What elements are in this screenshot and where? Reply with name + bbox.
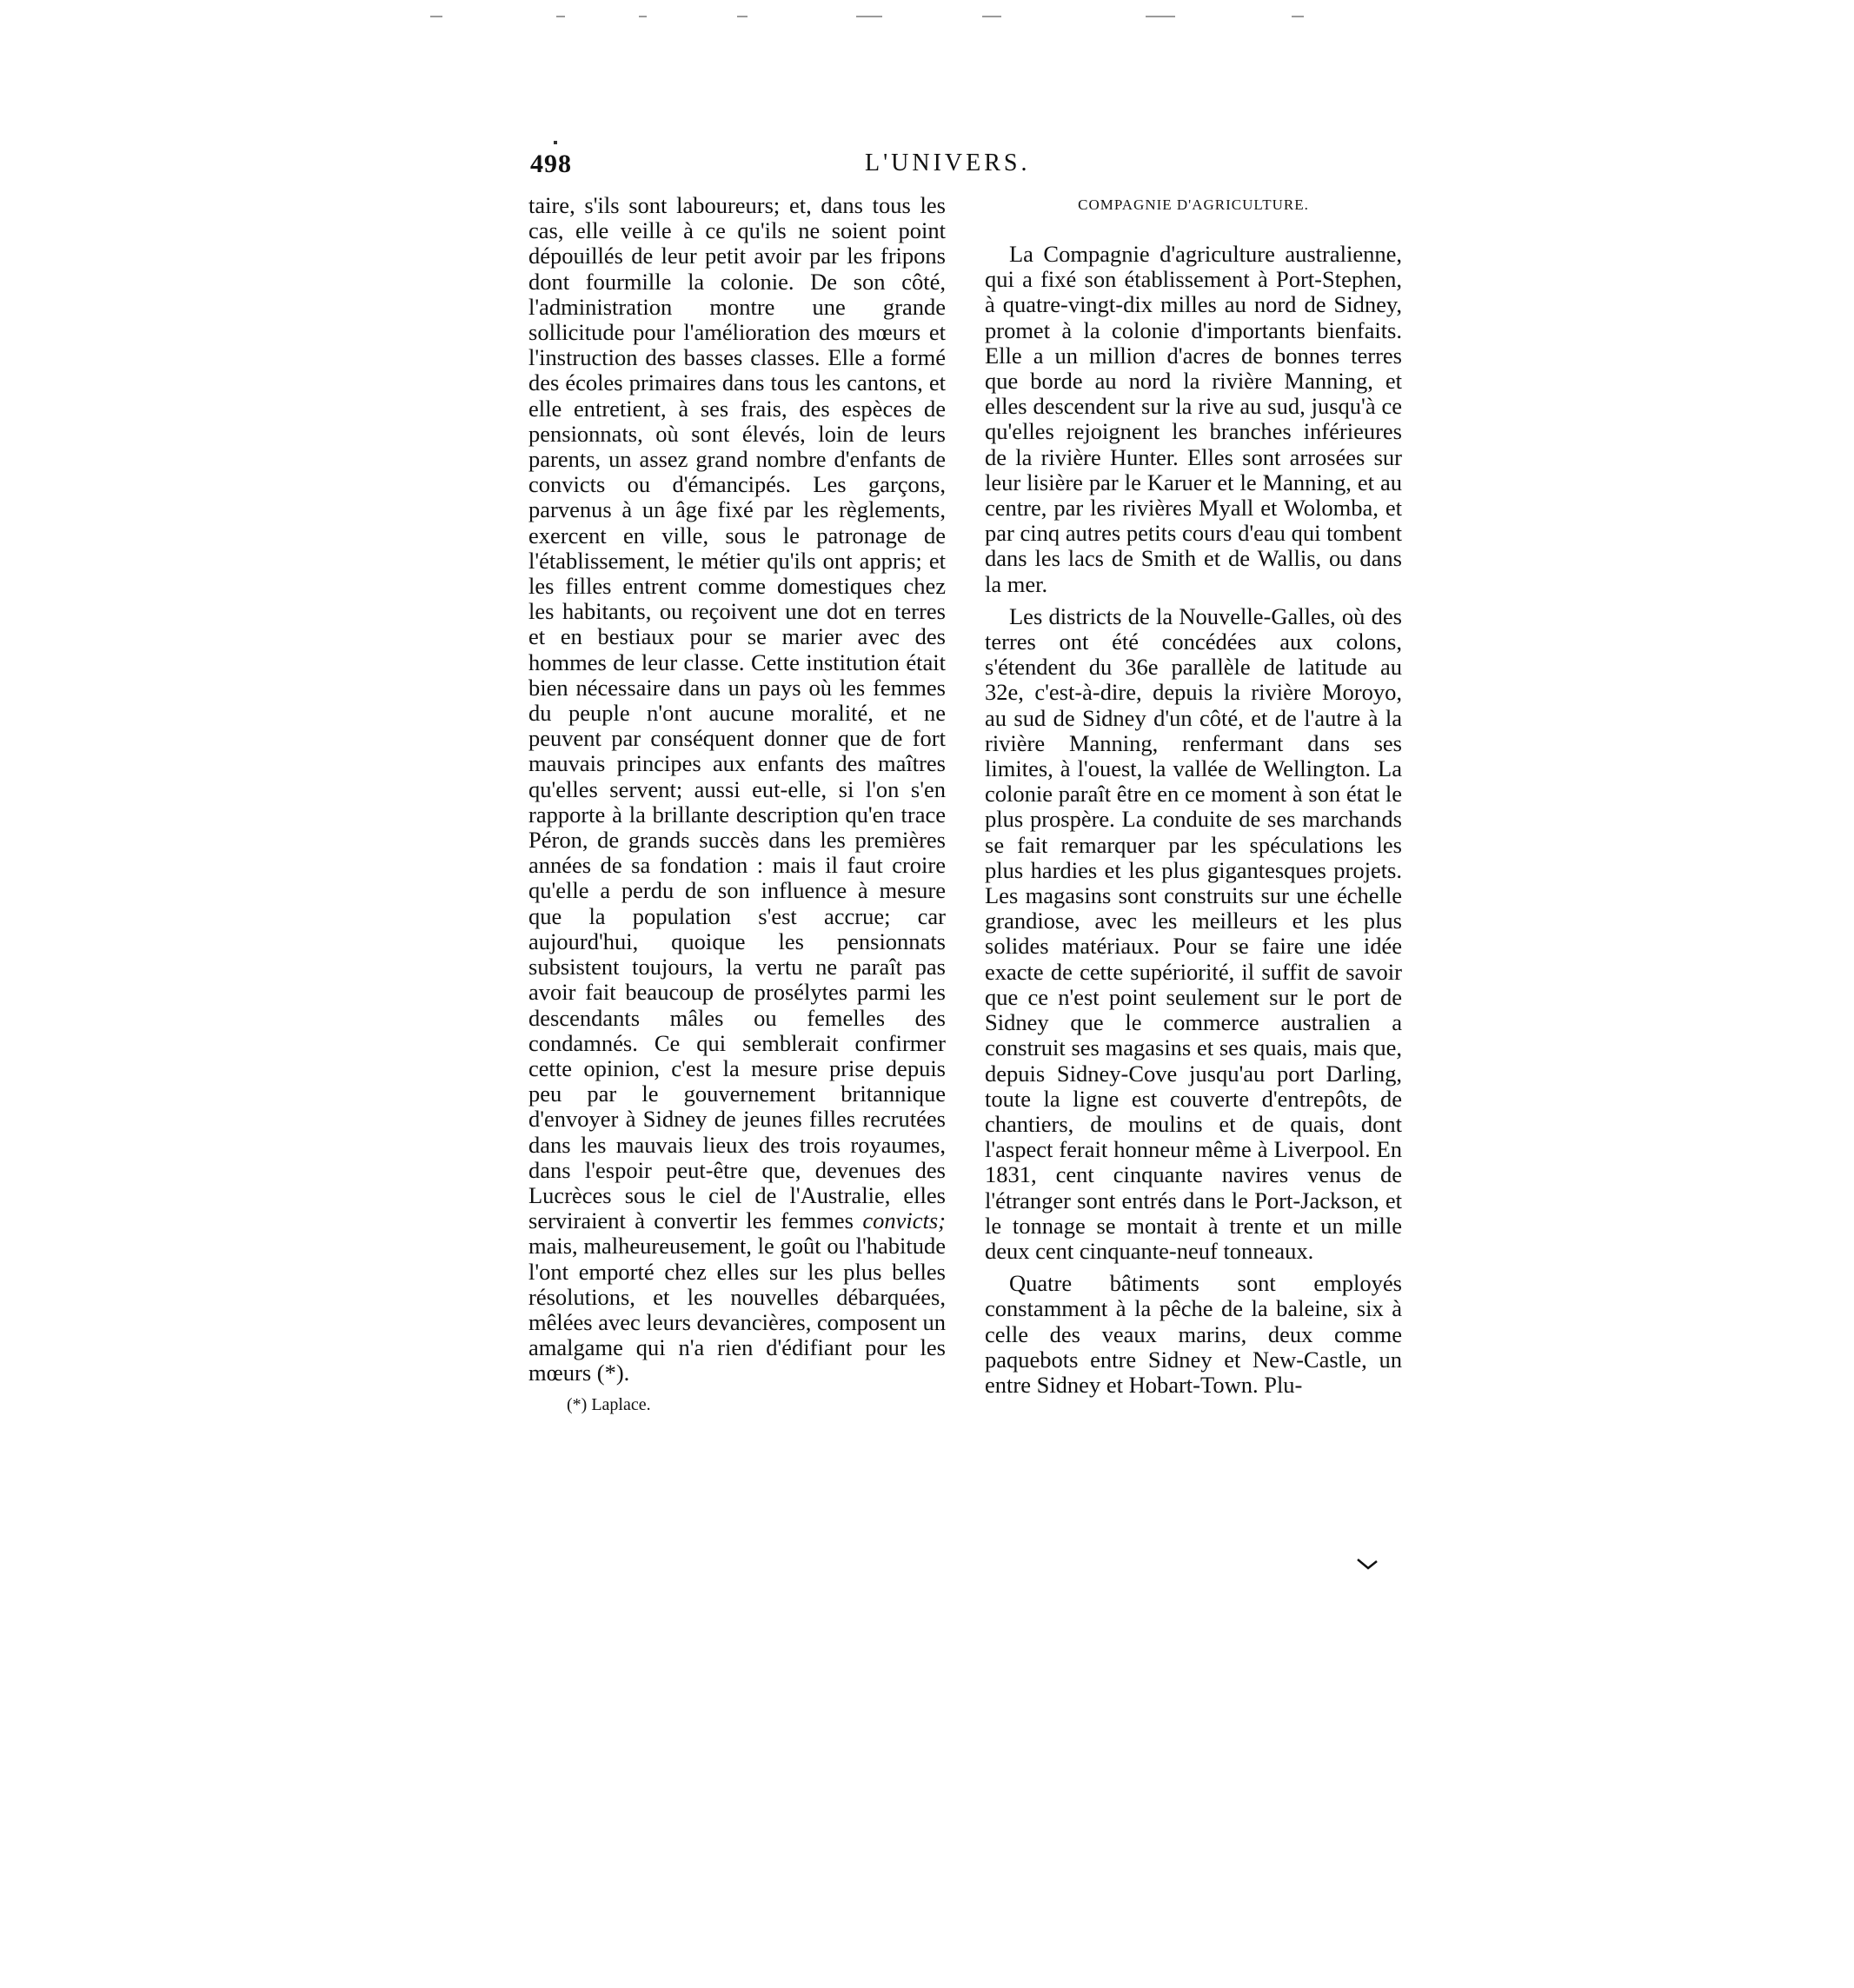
page-number: 498 (530, 150, 572, 178)
right-column (985, 193, 1402, 1405)
running-title: L'UNIVERS. (865, 150, 1031, 176)
scan-margin-marks (0, 0, 1854, 35)
left-paragraph-end: mais, malheureusement, le goût ou l'habitude l'ont emporté chez elles sur les plus belles résolutions, et les nouvelles débarquées, mêlées avec leurs devancières, composent un amalgame qui n'a rien d'édifiant pour les mœurs (*). (528, 1233, 946, 1386)
right-paragraph: La Compagnie d'agriculture australienne, qui a fixé son établissement à Port-Stephen, à quatre-vingt-dix milles au nord de Sidney, promet à la colonie d'importants bienfaits. Elle a un million d'acres de bonnes terres que borde au nord la rivière Manning, et elles descendent sur la rive au sud, jusqu'à ce qu'elles rejoignent les branches inférieures de la rivière Hunter. Elles sont arrosées sur leur lisière par le Karuer et le Manning, et au centre, par les rivières Myall et Wolomba, et par cinq autres petits cours d'eau qui tombent dans les lacs de Smith et de Wallis, ou dans la mer. (985, 241, 1402, 597)
page-header (530, 150, 1386, 184)
scan-speck (982, 16, 1001, 17)
right-paragraph: Les districts de la Nouvelle-Galles, où des terres ont été concédées aux colons, s'étendent du 36e parallèle de latitude au 32e, c'est-à-dire, depuis la rivière Moroyo, au sud de Sidney d'un côté, et de l'autre à la rivière Manning, renfermant dans ses limites, à l'ouest, la vallée de Wellington. La colonie paraît être en ce moment à son état le plus prospère. La conduite de ses marchands se fait remarquer par les spéculations les plus hardies et les plus gigantesques projets. Les magasins sont construits sur une échelle grandiose, avec les meilleurs et les plus solides matériaux. Pour se faire une idée exacte de cette supériorité, il suffit de savoir que ce n'est point seulement sur le port de Sidney que le commerce australien a construit ses magasins et ses quais, mais que, depuis Sidney-Cove jusqu'au port Darling, toute la ligne est couverte d'entrepôts, de chantiers, de moulins et de quais, dont l'aspect ferait honneur même à Liverpool. En 1831, cent cinquante navires venus de l'étranger sont entrés dans le Port-Jackson, et le tonnage se montait à trente et un mille deux cent cinquante-neuf tonneaux. (985, 602, 1402, 1264)
scan-speck (430, 16, 442, 17)
folio-dot (554, 141, 557, 144)
hyphen-catch-mark (1356, 1558, 1379, 1570)
italic-word: convicts; (862, 1207, 946, 1234)
scan-speck (556, 16, 565, 17)
scan-speck (1292, 16, 1304, 17)
left-column (528, 193, 946, 1416)
scan-speck (639, 16, 647, 17)
scan-speck (737, 16, 748, 17)
left-paragraph (528, 193, 946, 1386)
section-heading: COMPAGNIE D'AGRICULTURE. (1078, 196, 1309, 213)
right-column-body (985, 242, 1402, 1398)
footnote: (*) Laplace. (567, 1394, 651, 1414)
right-paragraph: Quatre bâtiments sont employés constamment à la pêche de la baleine, six à celle des veaux marins, deux comme paquebots entre Sidney et New-Castle, un entre Sidney et Hobart-Town. Plu- (985, 1270, 1402, 1398)
left-paragraph-text: taire, s'ils sont laboureurs; et, dans tous les cas, elle veille à ce qu'ils ne soient point dépouillés de leur petit avoir par les fripons dont fourmille la colonie. De son côté, l'administration montre une grande sollicitude pour l'amélioration des mœurs et l'instruction des basses classes. Elle a formé des écoles primaires dans tous les cantons, et elle entretient, à ses frais, des espèces de pensionnats, où sont élevés, loin de leurs parents, un assez grand nombre d'enfants de convicts ou d'émancipés. Les garçons, parvenus à un âge fixé par les règlements, exercent en ville, sous le patronage de l'établissement, le métier qu'ils ont appris; et les filles entrent comme domestiques chez les habitants, ou reçoivent une dot en terres et en bestiaux pour se marier avec des hommes de leur classe. Cette institution était bien nécessaire dans un pays où les femmes du peuple n'ont aucune moralité, et ne peuvent par conséquent donner que de fort mauvais principes aux enfants des maîtres qu'elles servent; aussi eut-elle, si l'on s'en rapporte à la brillante description qu'en trace Péron, de grands succès dans les premières années de sa fondation : mais il faut croire qu'elle a perdu de son influence à mesure que la population s'est accrue; car aujourd'hui, quoique les pensionnats subsistent toujours, la vertu ne paraît pas avoir fait beaucoup de prosélytes parmi les descendants mâles ou femelles des condamnés. Ce qui semblerait confirmer cette opinion, c'est la mesure prise depuis peu par le gouvernement britannique d'envoyer à Sidney de jeunes filles recrutées dans les mauvais lieux des trois royaumes, dans l'espoir peut-être que, devenues des Lucrèces sous le ciel de l'Australie, elles serviraient à convertir les femmes (528, 192, 946, 1234)
scan-speck (856, 16, 882, 17)
scan-speck (1146, 16, 1175, 17)
